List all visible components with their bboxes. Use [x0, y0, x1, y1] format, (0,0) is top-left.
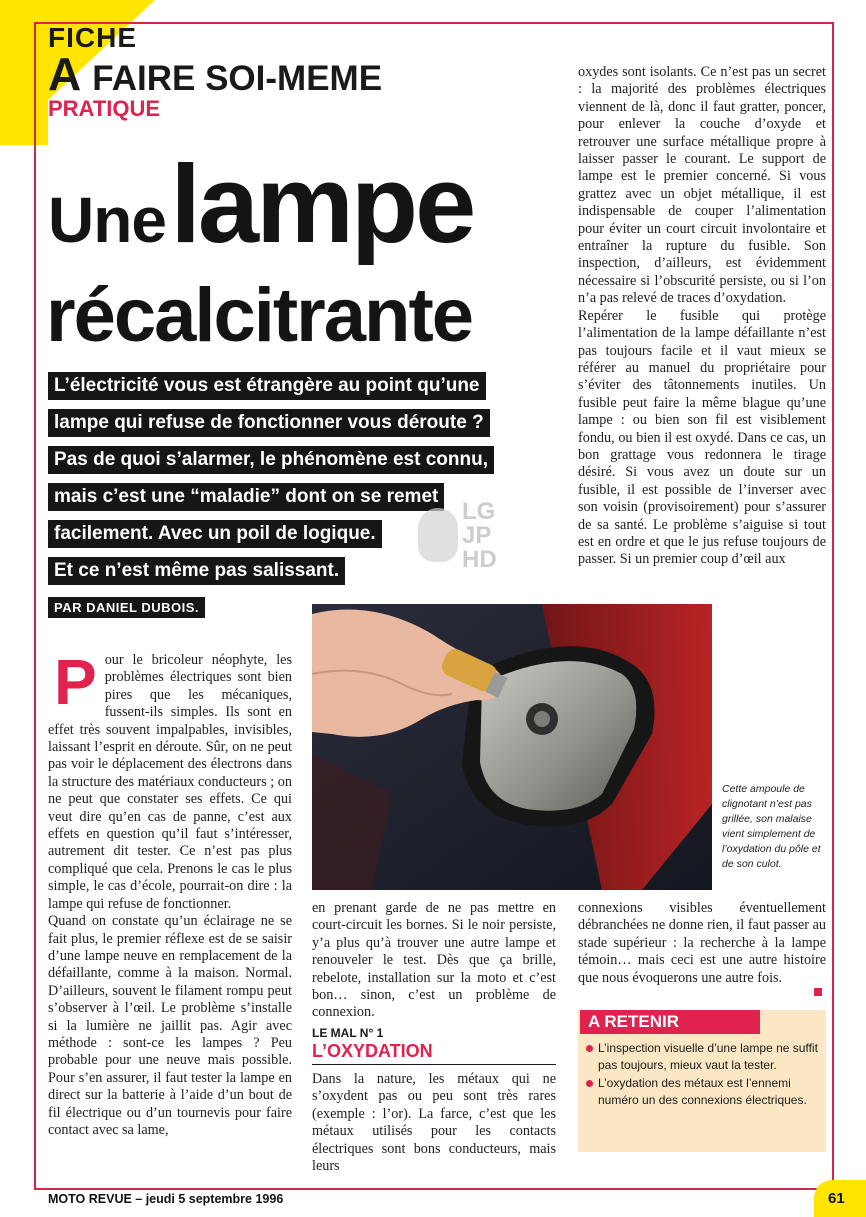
section-label-pratique: PRATIQUE: [48, 96, 161, 121]
watermark-text: LG JP HD: [462, 498, 497, 573]
article-paragraph: en prenant garde de ne pas mettre en court-circuit les bornes. Si le noir persiste, y’a plus qu’à trouver une autre lampe et renouveler le test. Dès que ça brille, rebelote, installation sur la moto et c’est bon… sinon, c’est un problème de connexion.: [312, 900, 556, 1021]
article-paragraph: oxydes sont isolants. Ce n’est pas un secret : la majorité des problèmes électriques viennent de là, donc il faut gratter, poncer, pour enlever la couche d’oxyde et retrouver une surface métallique propre à laisser passer le courant. Le support de lampe est le premier concerné. Si vous grattez avec un objet métallique, il est indispensable de couper l’alimentation pour éviter un court circuit involontaire et entraîner la rupture du fusible. Son inspection, d’ailleurs, est évidemment nécessaire si l’obscurité persiste, ou si l’on n’a pas relevé de traces d’oxydation.: [578, 64, 826, 307]
article-column-right: [578, 64, 826, 569]
headline-line-2: récalcitrante: [46, 273, 473, 358]
section-rule: [312, 1064, 556, 1065]
takeaway-list: [584, 1040, 820, 1110]
lead-line: Et ce n’est même pas salissant.: [48, 557, 345, 585]
end-of-article-square-icon: [814, 988, 822, 996]
article-paragraph: Repérer le fusible qui protège l’alimentation de la lampe défaillante n’est pas toujours facile et il vaut mieux se référer au manuel du propriétaire pour s’éviter des tâtonnements inutiles. Un fusible peut faire la même blague qu’une lampe : ou bien son fil est visiblement fondu, ou bien il est oxydé. Dans ce cas, un bon grattage vous redonnera le tirage désiré. Si vous avez un doute sur un fusible, il est possible de l’inverser avec son voisin (provisoirement) pour s’assurer de sa santé. Le problème s’aiguise si tout est en ordre et que le jus refuse toujours de passer. Si un premier coup d’œil aux: [578, 307, 826, 568]
lead-line: mais c’est une “maladie” dont on se remet: [48, 483, 444, 511]
headline-line-1: [48, 143, 474, 266]
takeaway-item: L’inspection visuelle d’une lampe ne suffit pas toujours, mieux vaut la tester.: [584, 1040, 820, 1073]
photo-bulb-in-indicator: [312, 604, 712, 890]
page-number-badge: [814, 1180, 866, 1217]
takeaway-item: L’oxydation des métaux est l’ennemi numéro un des connexions électriques.: [584, 1075, 820, 1108]
article-paragraph-intro: Pour le bricoleur néophyte, les problèmes électriques sont bien pires que les mécaniques, fussent-ils simples. Ils sont en effet très souvent impalpables, invisibles, laissant l’esprit en déroute. Sûr, on ne peut pas voir le déplacement des électrons dans la structure des matériaux conducteurs ; on ne peut que constater ses effets. Ce qui veut dire qu’en cas de panne, c’est aux effets en question qu’il faut s’intéresser, autrement dit tester. Ce n’est pas plus compliqué que cela. Prenons le cas le plus simple, le cas d’école, pourrait-on dire : la lampe qui refuse de fonctionner.: [48, 646, 292, 912]
article-column-left: [48, 646, 292, 1139]
photo-caption: Cette ampoule de clignotant n’est pas grillée, son malaise vient simplement de l’oxydation du pôle et de son culot.: [722, 783, 821, 870]
watermark-face-icon: [418, 508, 458, 562]
drop-cap: P: [54, 646, 97, 718]
watermark-logo: [418, 500, 508, 590]
section-kicker: LE MAL N° 1: [312, 1026, 384, 1040]
section-label-faire: [48, 47, 382, 101]
article-paragraph: Quand on constate qu’un éclairage ne se fait plus, le premier réflexe est de se saisir d’une lampe neuve en remplacement de la défaillante, comme à la maison. Normal. D’ailleurs, souvent le filament rompu peut s’observer à l’œil. Le problème s’installe si la lumière ne jaillit pas. Agir avec méthode : sont-ce les lampes ? Peu probable pour une neuve mais possible. Pour s’en assurer, il faut tester la lampe en direct sur la batterie à l’aide d’un bout de fil électrique ou d’un tournevis pour faire contact avec sa lame,: [48, 913, 292, 1138]
lead-line: facilement. Avec un poil de logique.: [48, 520, 382, 548]
article-column-middle: [312, 900, 556, 1022]
photo-illustration: [312, 604, 712, 890]
byline: PAR DANIEL DUBOIS.: [48, 597, 205, 618]
article-column-oxydation: [312, 1071, 556, 1175]
headline-word-une: Une: [48, 184, 166, 256]
lead-line: L’électricité vous est étrangère au point qu’une: [48, 372, 486, 400]
footer-publication: MOTO REVUE – jeudi 5 septembre 1996: [48, 1192, 284, 1206]
section-label-fiche: FICHE: [48, 22, 137, 53]
headline-word-lampe: lampe: [170, 143, 474, 266]
faire-a-letter: A: [48, 48, 80, 100]
article-column-conclusion: [578, 900, 826, 987]
takeaway-heading: A RETENIR: [580, 1010, 760, 1034]
section-title: L’OXYDATION: [312, 1041, 433, 1061]
lead-line: Pas de quoi s’alarmer, le phénomène est connu,: [48, 446, 494, 474]
article-paragraph: Dans la nature, les métaux qui ne s’oxydent pas ou peu sont très rares (exemple : l’or). La farce, c’est que les métaux utilisés pour les contacts électriques sont bons conducteurs, mais leurs: [312, 1071, 556, 1175]
lead-line: lampe qui refuse de fonctionner vous déroute ?: [48, 409, 490, 437]
article-paragraph: connexions visibles éventuellement débranchées ne donne rien, il faut passer au stade supérieur : la recherche à la lampe témoin… mais ceci est une autre histoire que nous évoquerons une autre fois.: [578, 900, 826, 986]
faire-text: FAIRE SOI-MEME: [92, 59, 383, 98]
page-number: 61: [828, 1190, 845, 1207]
